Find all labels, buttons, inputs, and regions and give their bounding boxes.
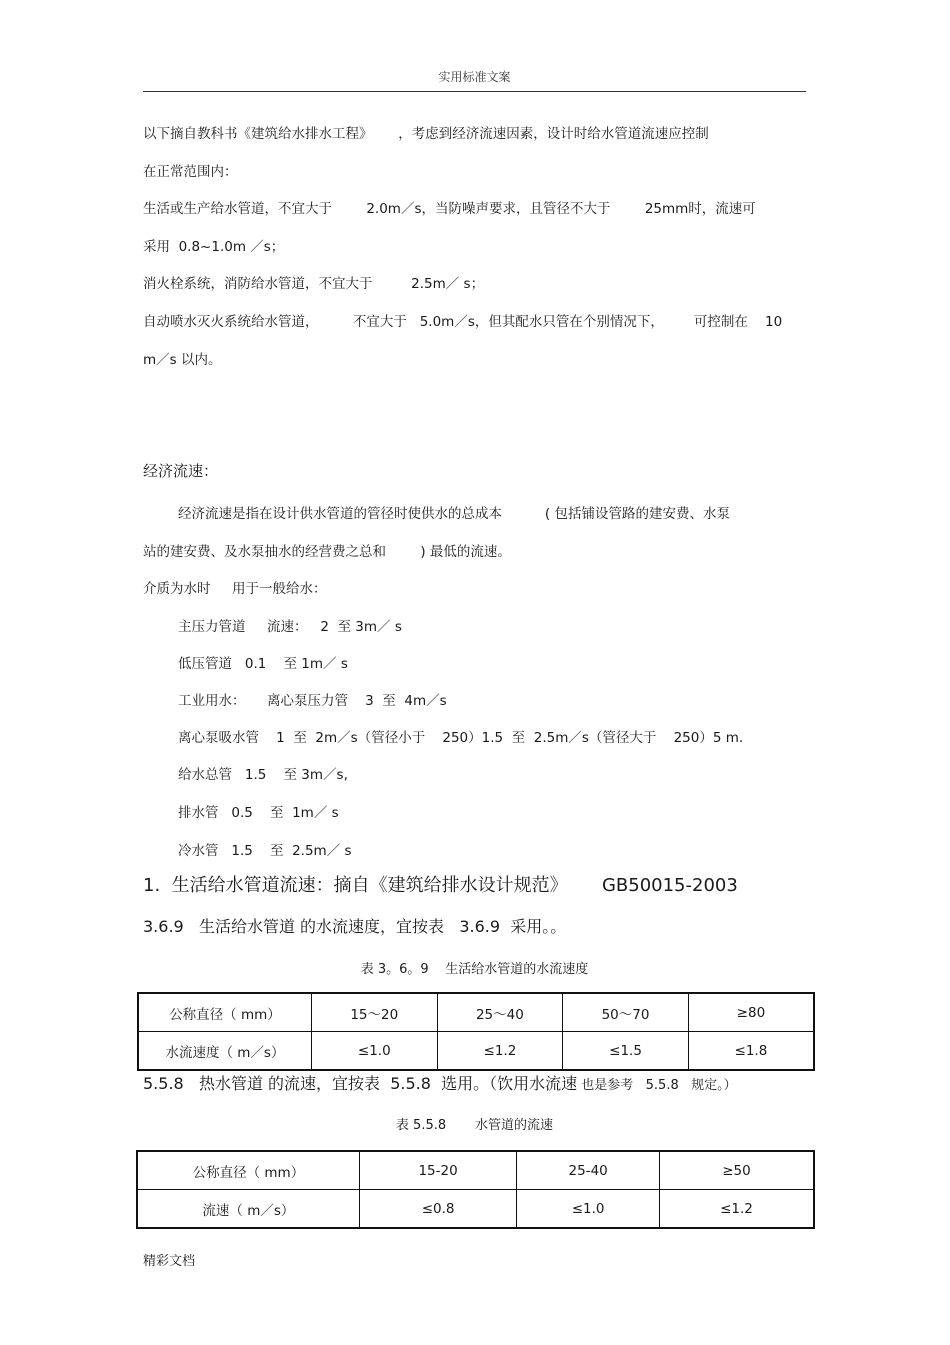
section-1-clause: 3.6.9 生活给水管道 的水流速度，宜按表 3.6.9 采用。。 [143, 917, 567, 936]
section-2-clause [143, 1076, 737, 1093]
intro-line-3: 生活或生产给水管道，不宜大于 2.0m／s，当防噪声要求，且管径不大于 25mm时，流速可 [143, 201, 756, 217]
table-cell: ≤1.0 [311, 1032, 437, 1071]
velocity-item: 排水管 0.5 至 1m／ s [178, 805, 339, 821]
table-cell: 25-40 [517, 1151, 660, 1190]
section-2-clause-note: 也是参考 5.5.8 规定。） [577, 1078, 737, 1093]
velocity-item: 工业用水： 离心泵压力管 3 至 4m／s [178, 693, 447, 709]
table-cell: 流速（ m／s） [137, 1190, 359, 1229]
table-cell: 公称直径（ mm） [137, 1151, 359, 1190]
table-cell: ≤1.5 [563, 1032, 689, 1071]
table-cell: ≤1.0 [517, 1190, 660, 1229]
table-cell: 公称直径（ mm） [138, 993, 311, 1032]
section-1-heading: 1. 生活给水管道流速：摘自《建筑给排水设计规范》 GB50015-2003 [143, 875, 738, 896]
table-cell: ≤0.8 [359, 1190, 517, 1229]
table-cell: 25～40 [437, 993, 563, 1032]
header-divider [143, 91, 806, 92]
section-2-clause-main: 5.5.8 热水管道 的流速，宜按表 5.5.8 选用。（饮用水流速 [143, 1074, 578, 1093]
table-1-caption: 表 3。6。9 生活给水管道的水流速度 [360, 962, 589, 977]
table-water-velocity [137, 992, 815, 1071]
table-cell: ≤1.8 [688, 1032, 814, 1071]
table-cell: 15～20 [311, 993, 437, 1032]
intro-line-7: m／s 以内。 [143, 352, 222, 368]
velocity-item: 冷水管 1.5 至 2.5m／ s [178, 843, 352, 859]
table-cell: ≥80 [688, 993, 814, 1032]
table-cell: 50～70 [563, 993, 689, 1032]
intro-line-6: 自动喷水灭火系统给水管道， 不宜大于 5.0m／s，但其配水只管在个别情况下， 可控制在 10 [143, 314, 783, 330]
economic-definition-2: 站的建安费、及水泵抽水的经营费之总和 ) 最低的流速。 [143, 544, 511, 560]
economic-definition-1: 经济流速是指在设计供水管道的管径时使供水的总成本 ( 包括铺设管路的建安费、水泵 [178, 506, 730, 522]
table-hot-water-velocity [136, 1150, 815, 1229]
table-cell: 水流速度（ m／s） [138, 1032, 311, 1071]
velocity-item: 给水总管 1.5 至 3m／s, [178, 767, 348, 783]
table-row [137, 1190, 814, 1229]
velocity-item: 低压管道 0.1 至 1m／ s [178, 656, 348, 672]
table-cell: 15-20 [359, 1151, 517, 1190]
page-footer: 精彩文档 [143, 1254, 196, 1269]
table-row [138, 1032, 814, 1071]
intro-line-2: 在正常范围内： [143, 164, 238, 180]
table-cell: ≥50 [659, 1151, 814, 1190]
table-cell: ≤1.2 [437, 1032, 563, 1071]
table-2-caption: 表 5.5.8 水管道的流速 [395, 1118, 554, 1133]
page-header: 实用标准文案 [438, 70, 511, 84]
table-cell: ≤1.2 [659, 1190, 814, 1229]
velocity-item: 离心泵吸水管 1 至 2m／s（管径小于 250）1.5 至 2.5m／s（管径大于 250）5 m. [178, 730, 744, 746]
intro-line-1: 以下摘自教科书《建筑给水排水工程》 ，考虑到经济流速因素，设计时给水管道流速应控制 [143, 126, 709, 142]
table-row [137, 1151, 814, 1190]
medium-line: 介质为水时 用于一般给水： [143, 581, 327, 597]
table-row [138, 993, 814, 1032]
intro-line-5: 消火栓系统，消防给水管道，不宜大于 2.5m／ s； [143, 276, 485, 292]
intro-line-4: 采用 0.8~1.0m ／s； [143, 239, 285, 255]
economic-heading: 经济流速： [143, 462, 219, 480]
velocity-item: 主压力管道 流速： 2 至 3m／ s [178, 619, 402, 635]
